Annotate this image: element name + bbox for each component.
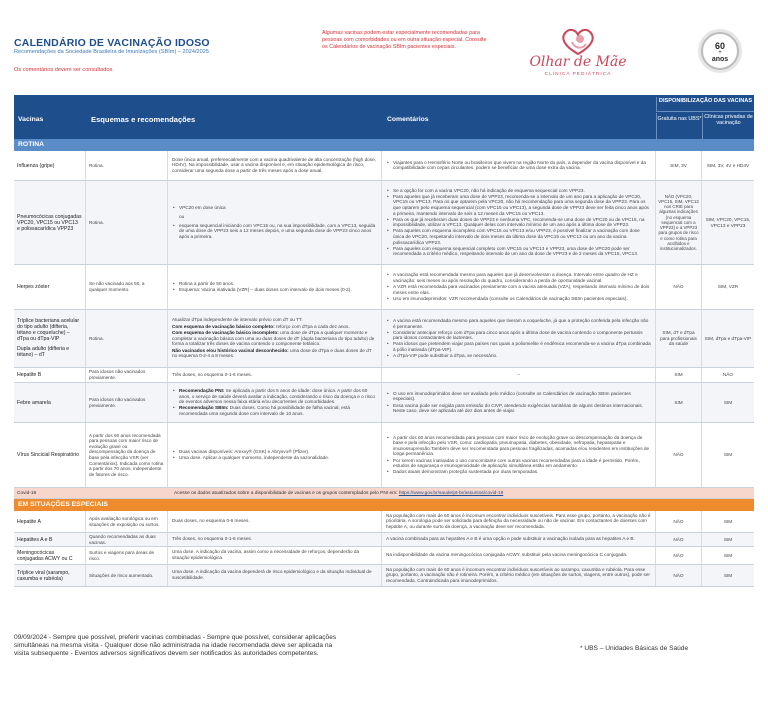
comment-item: • A partir dos 60 anos recomendada para pessoas com maior risco de evolução grave ou descompensação da doença de base e pela infecção pelo VSR, como: cardiopatia, pneumopatia, diabetes, obesidade, nefropatia, hepatopatia e imunossupressão.Também deve ser recomendada para pessoas fragilizadas, acamadas e/ou residentes em instituições de longa permanência. <box>386 435 651 457</box>
vaccine-name-block <box>14 310 86 367</box>
schedule-text: Uma dose. A indicação da vacina dependerá de risco epidemiológico e da situação individual de suscetibilidade. <box>172 569 372 580</box>
private-availability: SIM <box>723 452 733 458</box>
vaccine-name: Vírus Sincicial Respiratório <box>14 423 86 487</box>
document-header <box>0 0 768 92</box>
table-header <box>14 95 754 139</box>
schedule-item: • Duas vacinas disponíveis: Arexvy® (GSK) e Abrysvo® (Pfizer). <box>172 449 377 455</box>
vaccine-schedule <box>168 265 382 309</box>
table-row <box>14 533 754 547</box>
private-availability: SIM, VZR <box>717 284 739 290</box>
vaccine-name: Febre amarela <box>14 383 86 422</box>
col-esquemas: Esquemas e recomendações <box>91 115 196 124</box>
schedule-text: Dose única anual, preferencialmente com a vacina quadrivalente de alta concentração (high dose, HD4V). Na impossibilidade, usar a vacina disponível e, em situação epidemiológica de risco, considerar uma segunda dose a partir de três meses após a dose anual. <box>172 156 377 173</box>
table-row <box>14 423 754 488</box>
covid-label: Covid-19 <box>17 491 37 496</box>
special-patients-note: Algumas vacinas podem estar especialmente recomendadas para pessoas com comorbidades ou em outra situação especial. Consulte os Calendários de vacinação SBIm pacientes especiais. <box>322 30 487 51</box>
schedule-text: Duas doses, no esquema 0-6 meses. <box>172 518 250 524</box>
comment-item: • Para idosos que pretendem viajar para países nos quais a poliomielite é endêmica recomenda-se a vacina dTpa combinada à pólio inativada (dTpa-VIP). <box>386 341 651 352</box>
footer-notes: 09/09/2024 - Sempre que possível, preferir vacinas combinadas - Sempre que possível, considerar aplicações simultâneas na mesma visita - Qualquer dose não administrada na idade recomendada deve ser aplicada na visita subsequente - Eventos adversos significativos devem ser notificados às autoridades competentes. <box>14 634 337 657</box>
schedule-item <box>172 388 377 405</box>
vaccine-name-secondary: Dupla adulto (difteria e tétano) – dT <box>17 346 70 358</box>
vaccine-name: Hepatite B <box>14 368 86 382</box>
comment-item: • Considerar antecipar reforço com dTpa para cinco anos após a última dose de vacina contendo o componente pertussis para idosos contactantes de lactentes. <box>386 330 651 341</box>
vaccine-name: Hepatites A e B <box>14 533 86 546</box>
ubs-availability: NÃO <box>656 511 702 532</box>
vaccine-indication: Para idosos não vacinados previamente. <box>86 383 168 422</box>
mother-child-icon <box>558 26 598 56</box>
vaccination-table <box>14 95 754 587</box>
schedule-text <box>172 324 377 330</box>
vaccine-schedule <box>168 368 382 382</box>
logo-name: Olhar de Mãe <box>529 54 627 70</box>
vaccine-name: Tríplice viral (sarampo, caxumba e rubéola) <box>14 565 86 586</box>
table-row <box>14 511 754 533</box>
comment-item: • Viajantes para o Hemisfério Norte ou brasileiros que vivem na região Norte do país, a depender da vacina disponível e da compatibilidade com cepas circulantes, podem se beneficiar de uma dose extra da vacina. <box>386 160 651 171</box>
comment-item: • Dados atuais demonstram proteção sustentada por duas temporadas. <box>386 469 651 475</box>
vaccine-schedule <box>168 423 382 487</box>
comment-text: Na população com mais de 60 anos é incomum encontrar indivíduos suscetíveis ao sarampo, caxumba e rubéola. Para esse grupo, portanto, a vacinação não é rotineira. Porém, a critério médico (em situações de surtos, viagens, entre outros), pode ser recomendada. Contraindicada para imunodeprimidos. <box>386 566 650 583</box>
vaccine-name: Tríplice bacteriana acelular do tipo adulto (difteria, tétano e coqueluche) – dTpa ou dTpa-VIP <box>17 318 80 342</box>
schedule-text: Três doses, no esquema 0-1-6 meses. <box>172 371 253 377</box>
section-rotina: ROTINA <box>14 139 754 151</box>
vaccine-schedule <box>168 310 382 367</box>
ubs-availability: NÃO <box>656 423 702 487</box>
ubs-availability: SIM, dT e dTpa para profissionais da saúde <box>656 310 702 367</box>
schedule-label: Com esquema de vacinação básico completo: <box>172 323 275 329</box>
schedule-detail: Duas doses. Como há possibilidade de falha vacinal, está recomendada uma segunda dose com intervalo de 10 anos. <box>179 405 350 416</box>
col-comentarios: Comentários <box>387 116 429 123</box>
private-availability: SIM, 3V, 4V e HD4V <box>706 162 750 168</box>
schedule-detail: uma dose de dTpa e duas doses de dT no esquema 0-2-4 a 8 meses. <box>172 347 372 359</box>
schedule-item: • VPC20 em dose única <box>172 205 377 211</box>
section-especiais: EM SITUAÇÕES ESPECIAIS <box>14 499 754 511</box>
vaccine-name: Herpes zóster <box>14 265 86 309</box>
vaccine-schedule <box>168 383 382 422</box>
schedule-detail: Se aplicada a partir dos 5 anos de idade: dose única. A partir dos 60 anos, o serviço de saúde deverá avaliar a indicação, considerando o risco da doença e o risco de eventos adversos nessa faixa etária e/ou decorrentes de comorbidades. <box>179 388 375 405</box>
schedule-item: • esquema sequencial iniciando com VPC15 ou, na sua impossibilidade, com a VPC13, seguida de uma dose de VPP23 seis a 12 meses depois, e uma segunda dose de VPP23 cinco anos após a primeira. <box>172 223 377 240</box>
comment-item: • Para aqueles com esquema incompleto com VPC15 ou VPC13 e/ou VPP23, é possível finalizar a vacinação com dose única de VPC20, respeitando intervalo de dois meses da última dose da VPC15 ou VPC13 ou um ano da vacina polissacarídica VPP23. <box>386 228 651 245</box>
badge-plus: + <box>718 50 722 56</box>
table-row <box>14 310 754 368</box>
vaccine-indication: Se não vacinado aos 50, a qualquer momento. <box>86 265 168 309</box>
private-availability: SIM <box>723 518 733 524</box>
vaccine-name: Hepatite A <box>14 511 86 532</box>
badge-age: 60 <box>714 41 725 51</box>
vaccine-indication: Situações de risco aumentado. <box>86 565 168 586</box>
col-vacinas: Vacinas <box>18 116 44 123</box>
schedule-or: ou <box>179 214 185 220</box>
private-availability: SIM, VPC20, VPC15, VPC13 e VPP23 <box>705 216 751 228</box>
schedule-text: Atualizar dTpa independente de intervalo prévio com dT ou TT. <box>172 316 303 322</box>
schedule-label: Recomendação PNI: <box>179 388 225 394</box>
schedule-label: Com esquema de vacinação básico incompleto: <box>172 330 279 336</box>
vaccine-schedule <box>168 565 382 586</box>
vaccine-comments <box>382 533 656 546</box>
consult-note: Os comentários devem ser consultados. <box>14 67 114 73</box>
schedule-text: Três doses, no esquema 0-1-6 meses. <box>172 536 253 542</box>
comment-item: • Para aqueles com esquema sequencial completo com VPC15 ou VPC13 e VPP23, uma dose de VPC20 pode ser recomendada a critério médico, respeitando intervalo de um ano da dose de VPP23 e de 2 meses da VPC15, VPC13. <box>386 246 651 257</box>
col-ubs: Gratuita nas UBS* <box>656 113 702 139</box>
vaccine-indication: Rotina. <box>86 151 168 180</box>
vaccine-schedule <box>168 151 382 180</box>
vaccine-indication: Quando recomendadas as duas vacinas. <box>86 533 168 546</box>
vaccine-indication: Rotina. <box>86 310 168 367</box>
private-availability: SIM, dTpa e dTpa-VIP <box>704 335 752 341</box>
comment-item: • A VZR está recomendada para vacinados previamente com a vacina atenuada (VZA), respeitando intervalo mínimo de dois meses entre elas. <box>386 284 651 295</box>
covid-link[interactable]: https://www.gov.br/saude/pt-br/assuntos/covid-19 <box>398 491 504 496</box>
vaccine-schedule <box>168 547 382 564</box>
vaccine-indication: A partir dos 60 anos recomendada para pessoas com maior risco de evolução grave ou descompensação da doença de base pela infecção VSR (ver Comentários). Indicada como rotina a partir dos 70 anos, independente de fatores de risco. <box>86 423 168 487</box>
comment-item: • A vacina está recomendada mesmo para aqueles que tiveram a coqueluche, já que a proteção conferida pela infecção não é permanente. <box>386 318 651 329</box>
covid-description: Acesse os dados atualizados sobre a disponibilidade de vacinas e os grupos contemplados pelo PNI em: <box>174 491 398 496</box>
table-row <box>14 565 754 587</box>
comment-item: • A dTpa-VIP pode substituir a dTpa, se necessário. <box>386 353 651 359</box>
ubs-availability: SIM <box>656 368 702 382</box>
vaccine-comments: – <box>382 368 656 382</box>
vaccine-comments <box>382 151 656 180</box>
vaccine-indication: Após avaliação sorológica ou em situações de exposição ou surtos. <box>86 511 168 532</box>
comment-text: A vacina combinada para as hepatites A e B é uma opção e pode substituir a vacinação isolada para as hepatites A e B. <box>386 536 635 542</box>
vaccine-name: Meningocócicas conjugadas ACWY ou C <box>14 547 86 564</box>
schedule-label: Não vacinados e/ou histórico vacinal desconhecido: <box>172 347 289 353</box>
schedule-text <box>172 330 377 347</box>
age-badge <box>701 32 739 70</box>
ubs-availability: SIM <box>656 383 702 422</box>
vaccine-comments <box>382 423 656 487</box>
schedule-detail: uma dose de dTpa a qualquer momento e completar a vacinação básica com uma ou duas doses de dT (dupla bacteriana do tipo adulto) de forma a totalizar três doses de vacina contendo o componente tetânico. <box>172 330 375 347</box>
badge-years: anos <box>711 56 729 63</box>
comment-item: • Por serem vacinas inativadas o uso concomitante com outras vacinas recomendadas para a idade é permitido. Porém, estudos de segurança e imunogenicidade de aplicação simultânea estão em andamento. <box>386 458 651 469</box>
schedule-item: • Rotina a partir de 50 anos. <box>172 281 377 287</box>
schedule-item: • Uma dose. Aplicar a qualquer momento, independente da sazonalidade. <box>172 455 377 461</box>
logo-subtitle: CLÍNICA PEDIÁTRICA <box>544 72 612 77</box>
table-row <box>14 383 754 423</box>
schedule-item <box>172 405 377 416</box>
ubs-availability: NÃO <box>656 533 702 546</box>
vaccine-comments <box>382 565 656 586</box>
private-availability: NÃO <box>722 372 734 378</box>
page-subtitle: Recomendações da Sociedade Brasileira de Imunizações (SBIm) – 2024/2025 <box>14 49 209 55</box>
private-availability: SIM <box>723 572 733 578</box>
ubs-availability: NÃO (VPC20, VPC15, SIM, VPC13 nos CRIE para algumas indicações (no esquema sequencial com a VPP23) e a VPP23 para grupos de risco e como rotina para acolhidos e institucionalizados. <box>656 181 702 264</box>
ubs-availability: NÃO <box>656 547 702 564</box>
schedule-text: Uma dose. A indicação da vacina, assim como a necessidade de reforços, dependerão da situação epidemiológica. <box>172 549 360 560</box>
clinic-logo <box>528 26 628 86</box>
col-privadas: Clínicas privadas de vacinação <box>702 113 754 139</box>
schedule-label: Recomendação SBIm: <box>179 405 229 411</box>
vaccine-name: Influenza (gripe) <box>14 151 86 180</box>
vaccine-comments <box>382 310 656 367</box>
vaccine-comments <box>382 547 656 564</box>
comment-item: • Essa vacina pode ser exigida para emissão do CIVP, atendendo exigências sanitárias de alguns destinos internacionais. Neste caso, deve ser aplicada até dez dias antes de viajar. <box>386 403 651 414</box>
table-row <box>14 368 754 383</box>
page-title: CALENDÁRIO DE VACINAÇÃO IDOSO <box>14 37 210 49</box>
vaccine-name: Pneumocócicas conjugadas VPC20, VPC15 ou VPC13 e polissacarídica VPP23 <box>14 181 86 264</box>
table-row <box>14 547 754 565</box>
vaccine-comments <box>382 265 656 309</box>
vaccine-schedule <box>168 533 382 546</box>
vaccine-schedule <box>168 511 382 532</box>
vaccine-indication: Para idosos não vacinados previamente. <box>86 368 168 382</box>
ubs-availability: NÃO <box>656 265 702 309</box>
schedule-item: • Esquema: Vacina inativada (VZR) – duas doses com intervalo de dois meses (0-2). <box>172 287 377 293</box>
comment-item: • Se a opção for com a vacina VPC20, não há indicação de esquema sequencial com VPP23. <box>386 188 651 194</box>
vaccine-indication: Rotina. <box>86 181 168 264</box>
table-row <box>14 181 754 265</box>
comment-item: • A vacinação está recomendada mesmo para aqueles que já desenvolveram a doença. Intervalo entre quadro de HZ e vacinação: seis meses ou após resolução do quadro, considerando a perda de oportunidade vacinal. <box>386 272 651 283</box>
table-row <box>14 151 754 181</box>
schedule-detail: reforço com dTpa a cada dez anos. <box>274 323 350 329</box>
footer-ubs-note: * UBS – Unidades Básicas de Saúde <box>580 645 689 652</box>
comment-item: • Uso em imunodeprimidos: VZR recomendada (consulte os Calendários de vacinação SBIm pacientes especiais). <box>386 296 651 302</box>
vaccine-comments <box>382 383 656 422</box>
comment-item: • Para os que já receberam duas doses de VPP23 e nenhuma VPC, recomenda-se uma dose de VPC20 ou de VPC15, na impossibilidade, utilizar a VPC13. Qualquer delas com intervalo mínimo de um ano após a última dose de VPP23. <box>386 217 651 228</box>
comment-text: Na população com mais de 60 anos é incomum encontrar indivíduos suscetíveis. Para esse grupo, portanto, a vacinação não é prioritária. A sorologia pode ser solicitada para definição da necessidade ou não de vacinar. Em contactantes de doentes com hepatite A, ou durante surto da doença, a vacinação deve ser recomendada. <box>386 512 651 529</box>
private-availability: SIM <box>723 399 733 405</box>
col-disponibilizacao: DISPONIBILIZAÇÃO DAS VACINAS <box>656 97 754 112</box>
covid-row <box>14 488 754 499</box>
private-availability: SIM <box>723 552 733 558</box>
comment-item: • Para aqueles que já receberam uma dose de VPP23, recomenda-se o intervalo de um ano para a aplicação de VPC20, VPC15 ou VPC13. Para os que optarem pela VPC20, não há recomendação para uma segunda dose da VPP23. Para os que optarem pelo esquema sequencial (com VPC15 ou VPC13), a segunda dose de VPP23 deve ser feita cinco anos após a primeira, mantendo intervalo de seis a 12 meses da VPC15 ou VPC13. <box>386 194 651 216</box>
comment-item: • O uso em imunodeprimidos deve ser avaliado pelo médico (consulte os Calendários de vacinação SBIm pacientes especiais). <box>386 391 651 402</box>
vaccine-comments <box>382 181 656 264</box>
table-row <box>14 265 754 310</box>
schedule-text <box>172 348 377 359</box>
vaccine-schedule <box>168 181 382 264</box>
ubs-availability: NÃO <box>656 565 702 586</box>
covid-text <box>174 491 503 496</box>
private-availability: SIM <box>723 536 733 542</box>
comment-text: Na indisponibilidade da vacina meningocócica conjugada ACWY, substituir pela vacina meningocócica C conjugada. <box>386 552 628 558</box>
ubs-availability: SIM, 3V <box>656 151 702 180</box>
vaccine-comments <box>382 511 656 532</box>
vaccine-indication: Surtos e viagens para áreas de risco. <box>86 547 168 564</box>
